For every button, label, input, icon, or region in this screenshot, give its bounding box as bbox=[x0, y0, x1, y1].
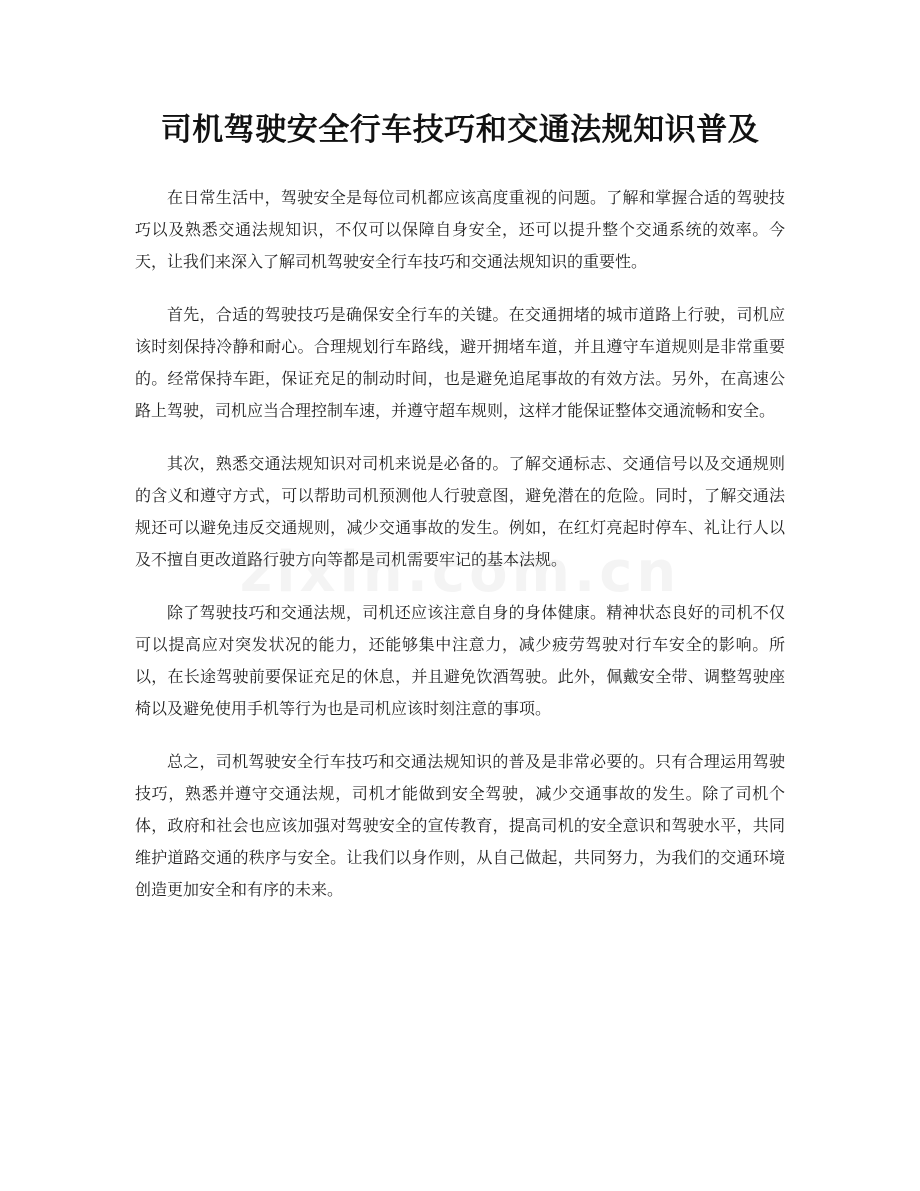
document-body bbox=[135, 182, 785, 927]
paragraph-traffic-laws: 其次，熟悉交通法规知识对司机来说是必备的。了解交通标志、交通信号以及交通规则的含义和遵守方式，可以帮助司机预测他人行驶意图，避免潜在的危险。同时，了解交通法规还可以避免违反交通规则，减少交通事故的发生。例如，在红灯亮起时停车、礼让行人以及不擅自更改道路行驶方向等都是司机需要牢记的基本法规。 bbox=[135, 454, 785, 569]
paragraph-driver-health: 除了驾驶技巧和交通法规，司机还应该注意自身的身体健康。精神状态良好的司机不仅可以提高应对突发状况的能力，还能够集中注意力，减少疲劳驾驶对行车安全的影响。所以，在长途驾驶前要保证充足的休息，并且避免饮酒驾驶。此外，佩戴安全带、调整驾驶座椅以及避免使用手机等行为也是司机应该时刻注意的事项。 bbox=[135, 603, 785, 718]
paragraph-driving-skills: 首先，合适的驾驶技巧是确保安全行车的关键。在交通拥堵的城市道路上行驶，司机应该时刻保持冷静和耐心。合理规划行车路线，避开拥堵车道，并且遵守车道规则是非常重要的。经常保持车距，保证充足的制动时间，也是避免追尾事故的有效方法。另外，在高速公路上驾驶，司机应当合理控制车速，并遵守超车规则，这样才能保证整体交通流畅和安全。 bbox=[135, 305, 785, 420]
document-title: 司机驾驶安全行车技巧和交通法规知识普及 bbox=[160, 112, 760, 148]
paragraph-conclusion: 总之，司机驾驶安全行车技巧和交通法规知识的普及是非常必要的。只有合理运用驾驶技巧，熟悉并遵守交通法规，司机才能做到安全驾驶，减少交通事故的发生。除了司机个体，政府和社会也应该加强对驾驶安全的宣传教育，提高司机的安全意识和驾驶水平，共同维护道路交通的秩序与安全。让我们以身作则，从自己做起，共同努力，为我们的交通环境创造更加安全和有序的未来。 bbox=[135, 752, 785, 899]
paragraph-intro: 在日常生活中，驾驶安全是每位司机都应该高度重视的问题。了解和掌握合适的驾驶技巧以及熟悉交通法规知识，不仅可以保障自身安全，还可以提升整个交通系统的效率。今天，让我们来深入了解司机驾驶安全行车技巧和交通法规知识的重要性。 bbox=[135, 188, 785, 271]
